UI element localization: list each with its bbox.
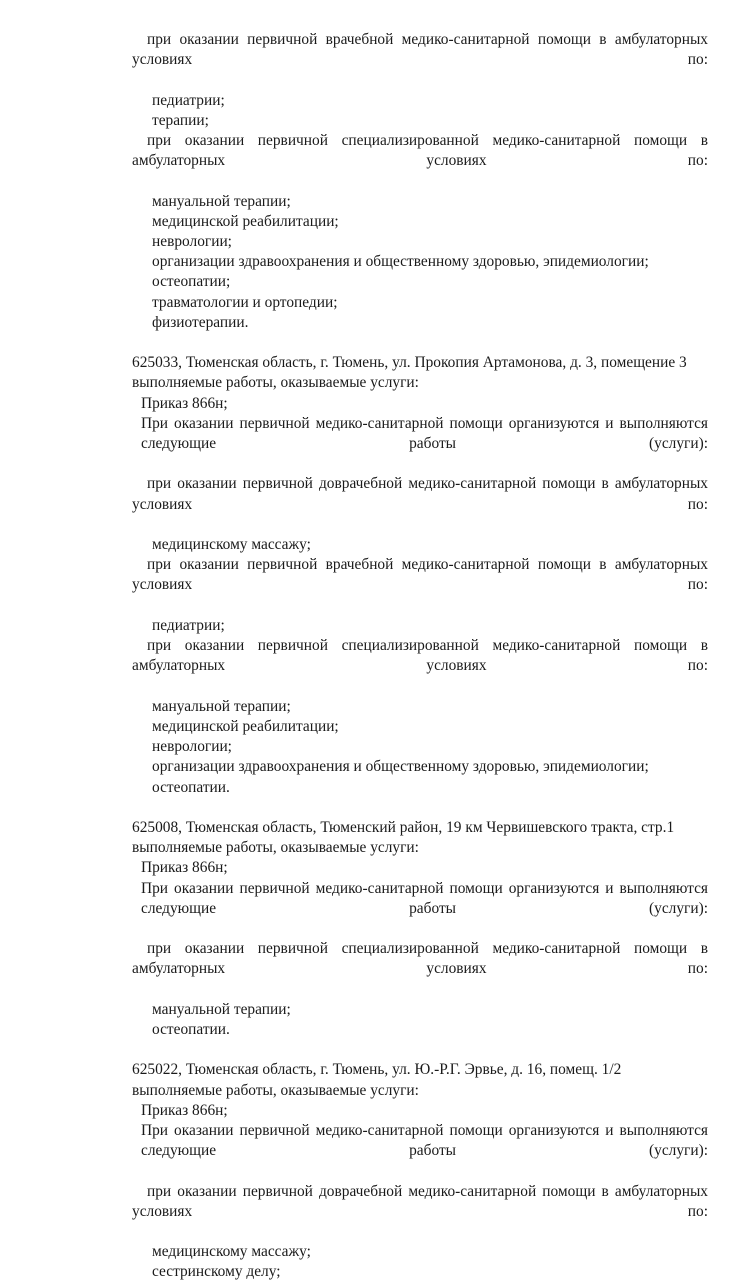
- section-address-line: 625008, Тюменская область, Тюменский район, 19 км Червишевского тракта, стр.1: [132, 818, 675, 836]
- document-line: медицинскому массажу;: [152, 1243, 311, 1261]
- document-line: мануальной терапии;: [152, 697, 291, 715]
- document-line: неврологии;: [152, 233, 232, 251]
- document-line: организации здравоохранения и общественному здоровью, эпидемиологии;: [152, 253, 649, 271]
- document-line: физиотерапии.: [152, 313, 249, 331]
- section-address-line: 625022, Тюменская область, г. Тюмень, ул. Ю.-Р.Г. Эрвье, д. 16, помещ. 1/2: [132, 1061, 622, 1079]
- document-section: [132, 30, 708, 333]
- document-line: неврологии;: [152, 738, 232, 756]
- document-line: остеопатии.: [152, 778, 230, 796]
- document-line: мануальной терапии;: [152, 1000, 291, 1018]
- document-section: [132, 1060, 708, 1282]
- document-line: мануальной терапии;: [152, 192, 291, 210]
- document-line: при оказании первичной врачебной медико-санитарной помощи в амбулаторных условиях по:: [132, 556, 708, 594]
- document-line: педиатрии;: [152, 616, 225, 634]
- document-line: остеопатии.: [152, 1020, 230, 1038]
- section-address-line: 625033, Тюменская область, г. Тюмень, ул. Прокопия Артамонова, д. 3, помещение 3: [132, 354, 687, 372]
- document-section: [132, 818, 708, 1040]
- document-line: травматологии и ортопедии;: [152, 293, 338, 311]
- document-section: [132, 353, 708, 797]
- document-line: медицинской реабилитации;: [152, 717, 339, 735]
- document-line: Приказ 866н;: [141, 859, 228, 877]
- document-line: При оказании первичной медико-санитарной помощи организуются и выполняются следующие работы (услуги):: [141, 414, 708, 453]
- document-line: Приказ 866н;: [141, 394, 228, 412]
- document-line: при оказании первичной врачебной медико-санитарной помощи в амбулаторных условиях по:: [132, 31, 708, 69]
- document-line: при оказании первичной специализированной медико-санитарной помощи в амбулаторных условиях по:: [132, 637, 708, 675]
- document-text-column: [132, 30, 708, 1283]
- document-line: при оказании первичной доврачебной медико-санитарной помощи в амбулаторных условиях по:: [132, 475, 708, 513]
- document-line: организации здравоохранения и общественному здоровью, эпидемиологии;: [152, 758, 649, 776]
- document-line: выполняемые работы, оказываемые услуги:: [132, 839, 419, 857]
- document-line: педиатрии;: [152, 91, 225, 109]
- document-line: при оказании первичной доврачебной медико-санитарной помощи в амбулаторных условиях по:: [132, 1182, 708, 1220]
- document-line: терапии;: [152, 111, 209, 129]
- document-line: При оказании первичной медико-санитарной помощи организуются и выполняются следующие работы (услуги):: [141, 879, 708, 917]
- document-line: При оказании первичной медико-санитарной помощи организуются и выполняются следующие работы (услуги):: [141, 1121, 708, 1160]
- document-line: при оказании первичной специализированной медико-санитарной помощи в амбулаторных условиях по:: [132, 132, 708, 170]
- document-line: остеопатии;: [152, 273, 231, 291]
- document-line: Приказ 866н;: [141, 1101, 228, 1119]
- document-line: выполняемые работы, оказываемые услуги:: [132, 374, 419, 392]
- document-line: выполняемые работы, оказываемые услуги:: [132, 1081, 419, 1099]
- document-line: при оказании первичной специализированной медико-санитарной помощи в амбулаторных условиях по:: [132, 940, 708, 978]
- document-line: медицинскому массажу;: [152, 536, 311, 554]
- document-line: медицинской реабилитации;: [152, 212, 339, 230]
- document-line: сестринскому делу;: [152, 1263, 281, 1281]
